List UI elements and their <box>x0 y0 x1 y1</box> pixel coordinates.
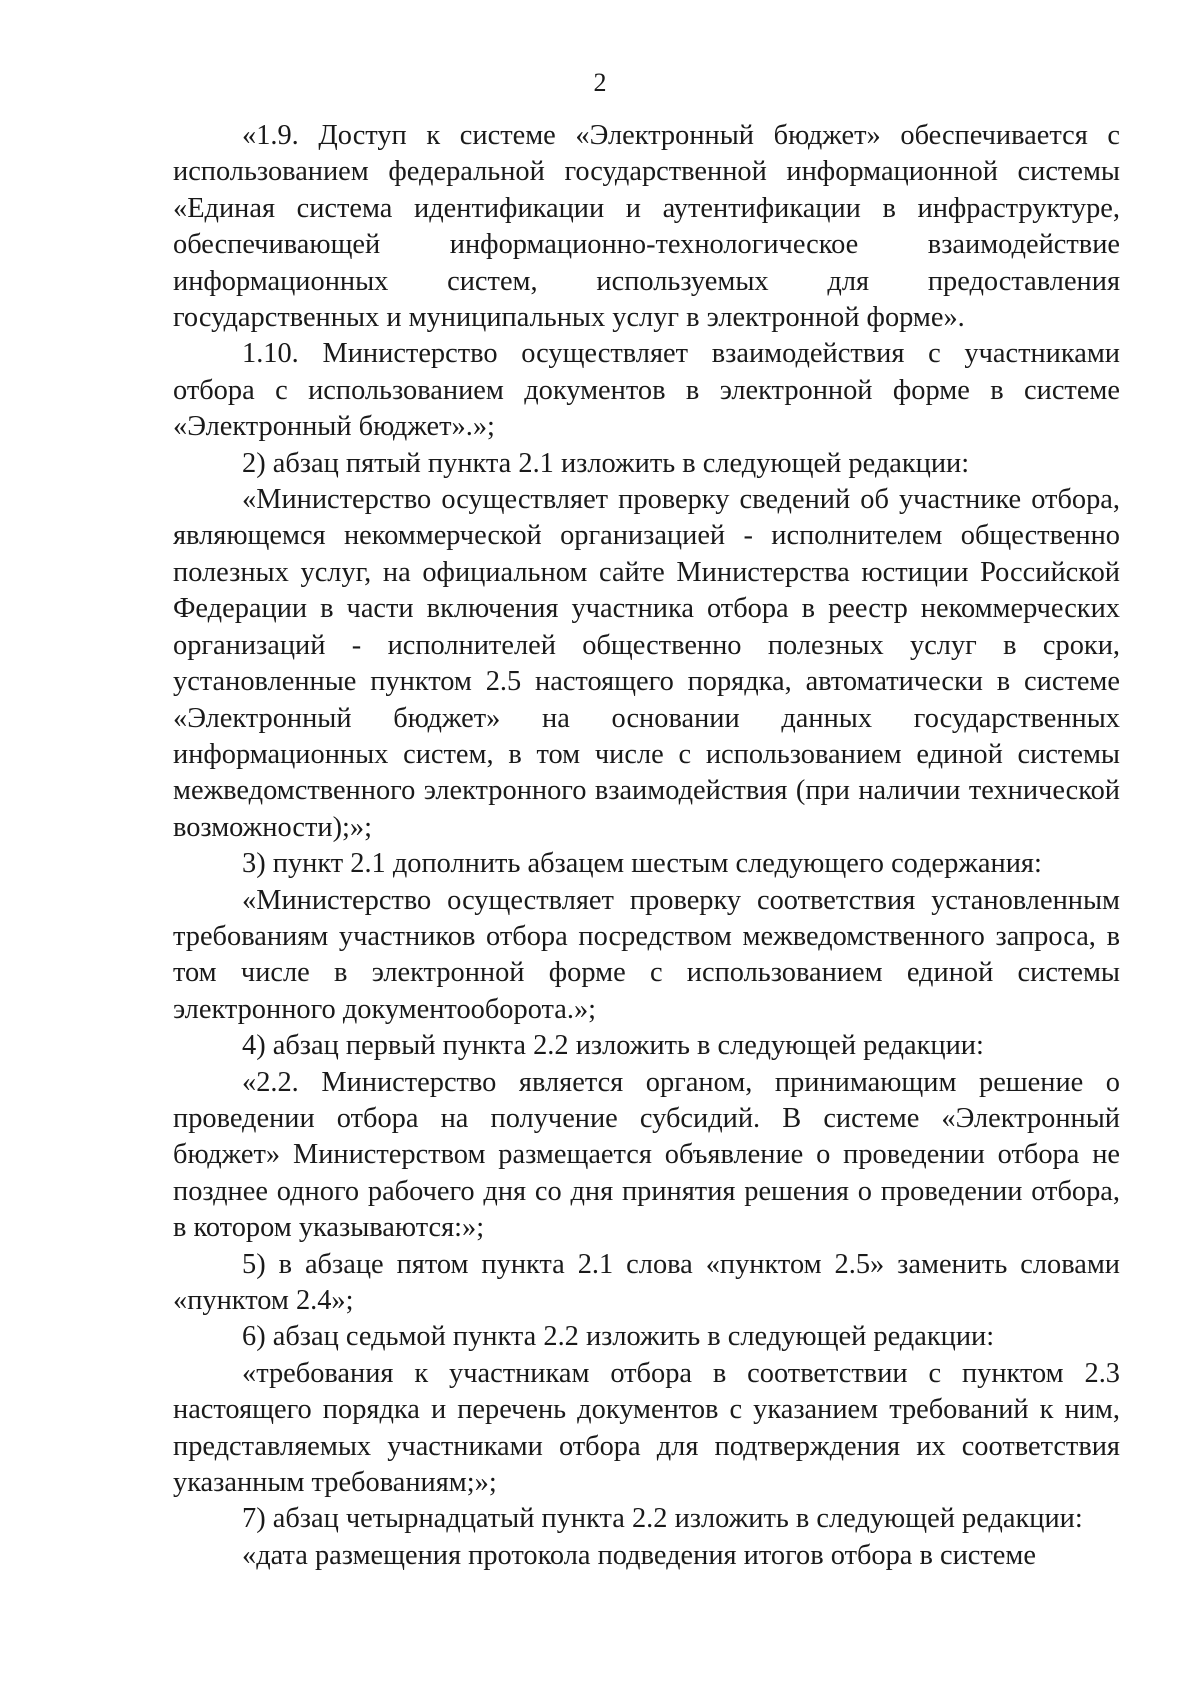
page-number: 2 <box>593 68 607 97</box>
amendment-item-6: 6) абзац седьмой пункта 2.2 изложить в следующей редакции: <box>242 1321 995 1353</box>
quoted-text-6: «требования к участникам отбора в соответствии с пунктом 2.3 настоящего порядка и перечень документов с указанием требований к ним, представляемых участниками отбора для подтверждения их соответствия указанным требованиям;»; <box>173 1357 1120 1499</box>
amendment-item-3: 3) пункт 2.1 дополнить абзацем шестым следующего содержания: <box>242 848 1042 880</box>
amendment-item-4: 4) абзац первый пункта 2.2 изложить в следующей редакции: <box>242 1030 984 1062</box>
amendment-item-5: 5) в абзаце пятом пункта 2.1 слова «пунктом 2.5» заменить словами «пунктом 2.4»; <box>173 1248 1120 1316</box>
quoted-text-4: «2.2. Министерство является органом, принимающим решение о проведении отбора на получение субсидий. В системе «Электронный бюджет» Министерством размещается объявление о проведении отбора не позднее одного рабочего дня со дня принятия решения о проведении отбора, в котором указываются:»; <box>173 1066 1120 1244</box>
quoted-text-7: «дата размещения протокола подведения итогов отбора в системе <box>242 1539 1036 1571</box>
quoted-text-2: «Министерство осуществляет проверку сведений об участнике отбора, являющемся некоммерческой организацией - исполнителем общественно полезных услуг, на официальном сайте Министерства юстиции Российской Федерации в части включения участника отбора в реестр некоммерческих организаций - исполнителей общественно полезных услуг в сроки, установленные пунктом 2.5 настоящего порядка, автоматически в системе «Электронный бюджет» на основании данных государственных информационных систем, в том числе с использованием единой системы межведомственного электронного взаимодействия (при наличии технической возможности);»; <box>173 484 1120 843</box>
document-body <box>173 118 1120 1574</box>
paragraph-1-9: «1.9. Доступ к системе «Электронный бюджет» обеспечивается с использованием федеральной государственной информационной системы «Единая система идентификации и аутентификации в инфраструктуре, обеспечивающей информационно-технологическое взаимодействие информационных систем, используемых для предоставления государственных и муниципальных услуг в электронной форме». <box>173 120 1120 334</box>
paragraph-1-10: 1.10. Министерство осуществляет взаимодействия с участниками отбора с использованием документов в электронной форме в системе «Электронный бюджет».»; <box>173 338 1120 443</box>
quoted-text-3: «Министерство осуществляет проверку соответствия установленным требованиям участников отбора посредством межведомственного запроса, в том числе в электронной форме с использованием единой системы электронного документооборота.»; <box>173 884 1120 1025</box>
amendment-item-7: 7) абзац четырнадцатый пункта 2.2 изложить в следующей редакции: <box>242 1503 1083 1535</box>
amendment-item-2: 2) абзац пятый пункта 2.1 изложить в следующей редакции: <box>242 447 970 479</box>
